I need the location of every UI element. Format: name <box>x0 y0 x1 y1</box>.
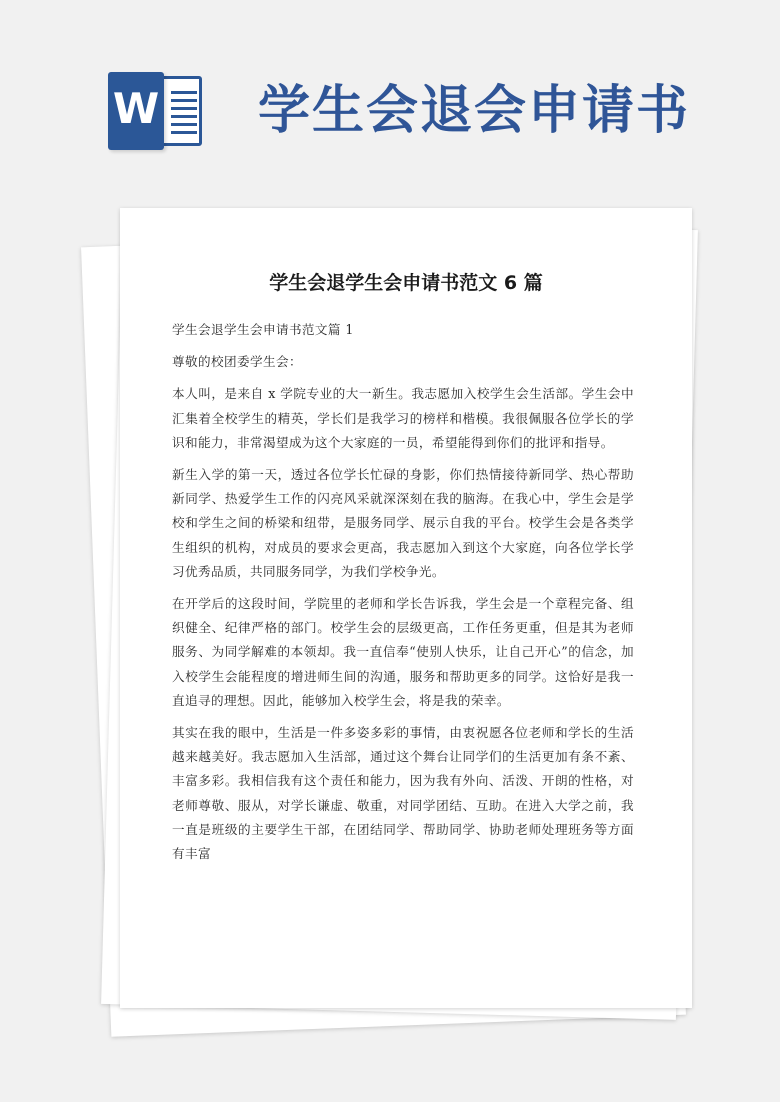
word-icon <box>108 72 208 150</box>
header <box>0 0 780 185</box>
word-icon-badge <box>108 72 164 150</box>
page-title: 学生会退会申请书 <box>258 81 691 141</box>
document-page <box>120 208 692 1008</box>
word-icon-line <box>171 123 197 126</box>
document-paragraph: 学生会退学生会申请书范文篇 1 <box>172 322 354 337</box>
word-icon-letter: W <box>112 84 160 133</box>
word-icon-line <box>171 131 197 134</box>
document-paragraph: 本人叫，是来自 x 学院专业的大一新生。我志愿加入校学生会生活部。学生会中汇集着全校学生的精英，学长们是我学习的榜样和楷模。我很佩服各位学长的学识和能力，非常渴望成为这个大家庭的一员，希望能得到你们的批评和指导。 <box>172 386 634 450</box>
document-paragraph: 尊敬的校团委学生会： <box>172 354 302 370</box>
word-icon-line <box>171 99 197 102</box>
document-title: 学生会退学生会申请书范文 6 篇 <box>269 272 543 294</box>
document-paragraph: 新生入学的第一天，透过各位学长忙碌的身影，你们热情接待新同学、热心帮助新同学、热爱学生工作的闪亮风采就深深刻在我的脑海。在我心中，学生会是学校和学生之间的桥梁和纽带，是服务同学、展示自我的平台。校学生会是各类学生组织的机构，对成员的要求会更高，我志愿加入到这个大家庭，向各位学长学习优秀品质，共同服务同学，为我们学校争光。 <box>172 467 634 579</box>
document-paragraph: 在开学后的这段时间，学院里的老师和学长告诉我，学生会是一个章程完备、组织健全、纪律严格的部门。校学生会的层级更高，工作任务更重，但是其为老师服务、为同学解难的本领却。我一直信奉“使别人快乐，让自己开心”的信念，加入校学生会能程度的增进师生间的沟通，服务和帮助更多的同学。这恰好是我一直追寻的理想。因此，能够加入校学生会，将是我的荣幸。 <box>172 596 634 708</box>
word-icon-line <box>171 115 197 118</box>
document-body <box>172 318 634 874</box>
word-icon-line <box>171 107 197 110</box>
word-icon-line <box>171 91 197 94</box>
document-paragraph: 其实在我的眼中，生活是一件多姿多彩的事情，由衷祝愿各位老师和学长的生活越来越美好。我志愿加入生活部，通过这个舞台让同学们的生活更加有条不紊、丰富多彩。我相信我有这个责任和能力，因为我有外向、活泼、开朗的性格，对老师尊敬、服从，对学长谦虚、敬重，对同学团结、互助。在进入大学之前，我一直是班级的主要学生干部，在团结同学、帮助同学、协助老师处理班务等方面有丰富 <box>172 725 634 862</box>
